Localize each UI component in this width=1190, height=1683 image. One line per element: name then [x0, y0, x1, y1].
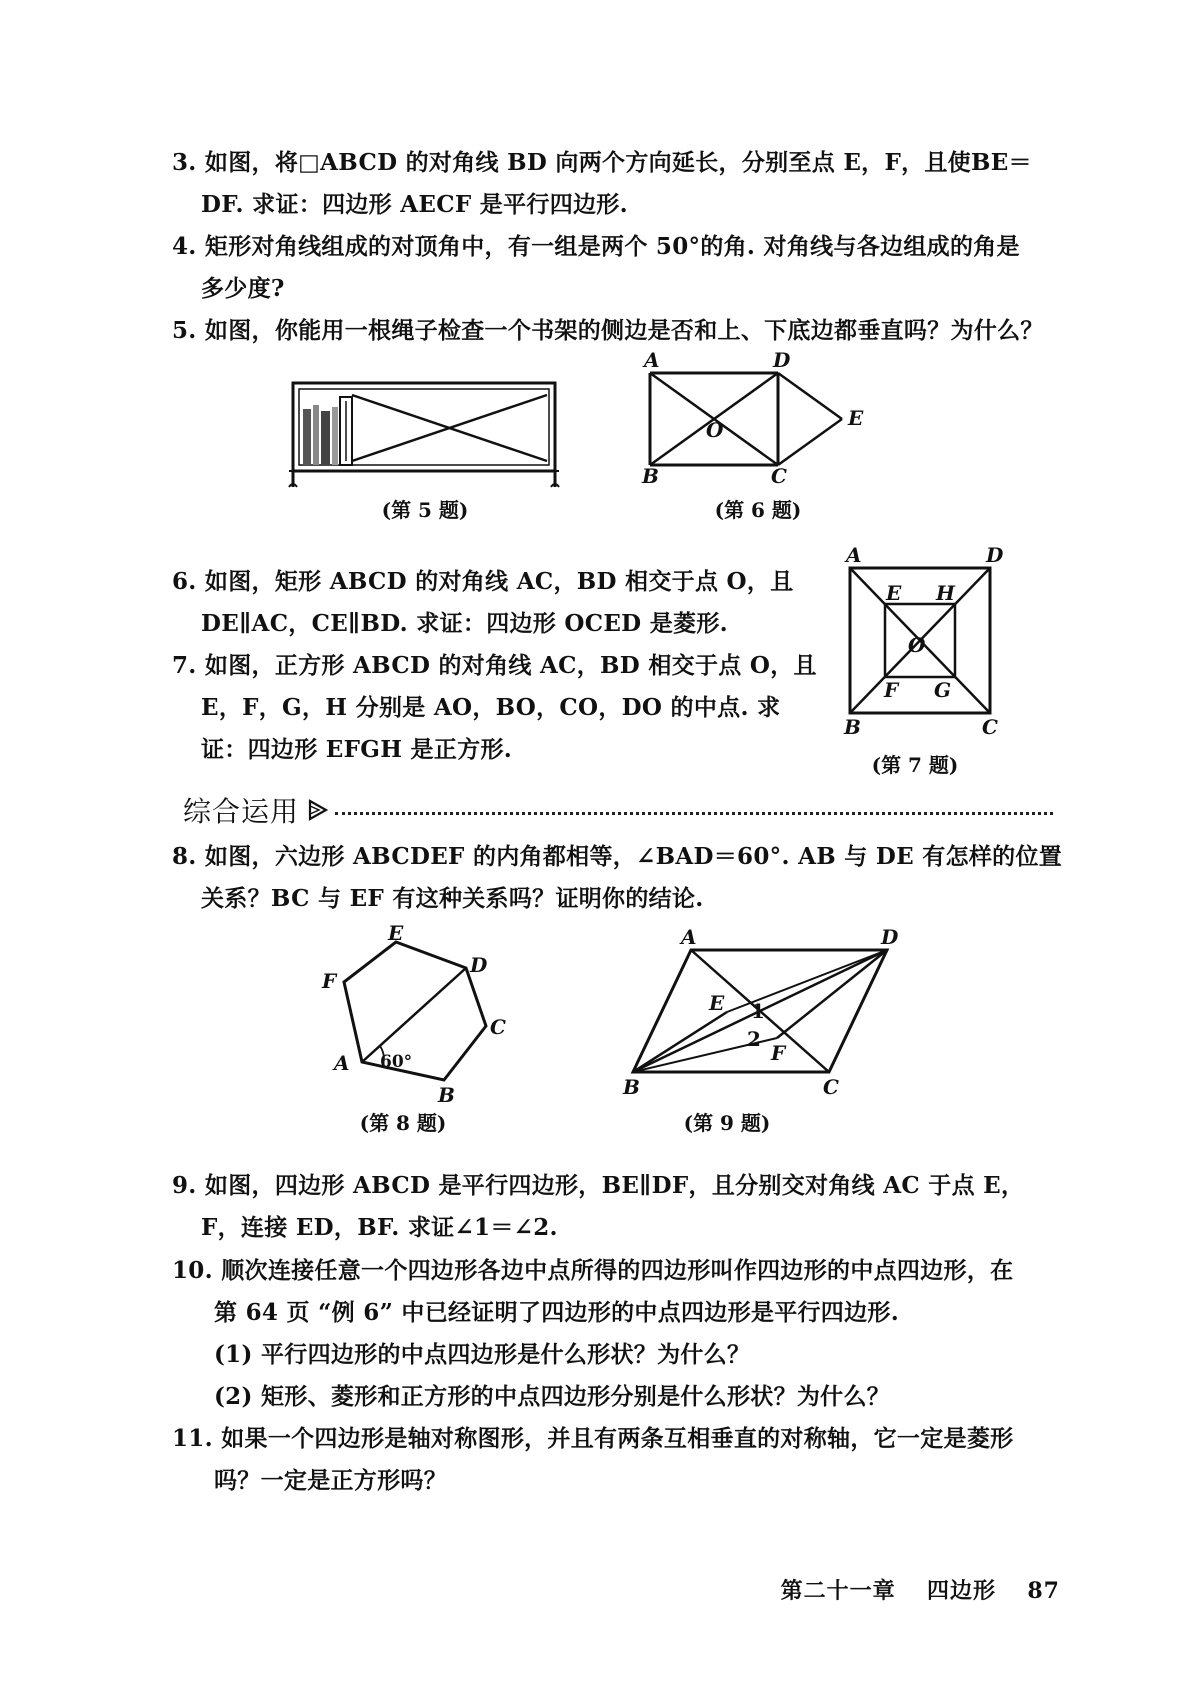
- page-number: 87: [1027, 1578, 1060, 1604]
- problem-6-line-1: 6. 如图，矩形 ABCD 的对角线 AC，BD 相交于点 O，且: [172, 568, 794, 595]
- problem-10-line-1: 10. 顺次连接任意一个四边形各边中点所得的四边形叫作四边形的中点四边形，在: [172, 1257, 1014, 1284]
- fig6-label-O: O: [706, 418, 724, 442]
- fig7-label-E: E: [886, 581, 902, 605]
- page-footer: [781, 1574, 1060, 1605]
- fig7-label-D: D: [986, 543, 1004, 567]
- problem-9-line-2: F，连接 ED，BF. 求证∠1＝∠2.: [201, 1214, 558, 1241]
- fig8-label-D: D: [470, 953, 488, 977]
- figure-9-parallelogram: [615, 925, 915, 1099]
- fig8-angle-label: 60°: [380, 1052, 413, 1072]
- figure-7-caption: (第 7 题): [871, 753, 959, 777]
- fig8-label-B: B: [438, 1083, 455, 1107]
- figure-7-square: [830, 540, 1010, 750]
- problem-7-line-3: 证：四边形 EFGH 是正方形.: [201, 736, 513, 763]
- fig8-label-A: A: [334, 1051, 350, 1075]
- section-arrow-icon: [307, 798, 329, 822]
- problem-3-line-2: DF. 求证：四边形 AECF 是平行四边形.: [201, 191, 628, 218]
- fig9-label-E: E: [709, 991, 725, 1015]
- problem-10-sub-1: (1) 平行四边形的中点四边形是什么形状？为什么？: [214, 1341, 751, 1368]
- problem-10-line-2: 第 64 页 “例 6” 中已经证明了四边形的中点四边形是平行四边形.: [214, 1299, 900, 1326]
- fig7-label-B: B: [844, 715, 861, 739]
- problem-7-line-2: E，F，G，H 分别是 AO，BO，CO，DO 的中点. 求: [201, 694, 781, 721]
- fig7-label-G: G: [934, 678, 952, 702]
- fig8-label-F: F: [322, 969, 337, 993]
- problem-6-line-2: DE∥AC，CE∥BD. 求证：四边形 OCED 是菱形.: [201, 610, 728, 637]
- figure-6-rectangle-rhombus: [640, 348, 880, 495]
- fig6-label-A: A: [644, 348, 660, 372]
- problem-9-line-1: 9. 如图，四边形 ABCD 是平行四边形，BE∥DF，且分别交对角线 AC 于点 E，: [172, 1172, 1025, 1199]
- fig8-label-E: E: [388, 921, 404, 945]
- section-title: 综合运用: [183, 795, 300, 828]
- fig6-label-D: D: [773, 348, 791, 372]
- problem-3-line-1: 3. 如图，将□ABCD 的对角线 BD 向两个方向延长，分别至点 E，F，且使BE＝: [172, 149, 1032, 176]
- fig6-label-E: E: [848, 406, 864, 430]
- fig9-label-C: C: [823, 1075, 839, 1099]
- fig9-label-1: 1: [751, 999, 765, 1023]
- fig7-label-A: A: [846, 543, 862, 567]
- problem-4-line-1: 4. 矩形对角线组成的对顶角中，有一组是两个 50°的角. 对角线与各边组成的角是: [172, 233, 1020, 260]
- problem-11-line-1: 11. 如果一个四边形是轴对称图形，并且有两条互相垂直的对称轴，它一定是菱形: [172, 1425, 1014, 1452]
- fig9-label-D: D: [881, 925, 899, 949]
- figure-5-bookshelf: [285, 375, 565, 495]
- figure-5-caption: (第 5 题): [381, 498, 469, 522]
- footer-chapter: 第二十一章: [780, 1578, 896, 1604]
- footer-topic: 四边形: [927, 1578, 997, 1604]
- figure-6-caption: (第 6 题): [714, 498, 802, 522]
- figure-9-caption: (第 9 题): [683, 1111, 771, 1135]
- fig7-label-O: O: [908, 633, 926, 657]
- section-divider: [335, 812, 1053, 815]
- fig7-label-F: F: [884, 678, 899, 702]
- fig6-label-B: B: [642, 464, 659, 488]
- problem-4-line-2: 多少度?: [201, 275, 285, 302]
- fig9-label-B: B: [623, 1075, 640, 1099]
- problem-11-line-2: 吗？一定是正方形吗？: [214, 1467, 447, 1494]
- fig8-label-C: C: [490, 1015, 506, 1039]
- fig9-label-F: F: [771, 1041, 786, 1065]
- fig9-label-A: A: [681, 925, 697, 949]
- problem-8-line-1: 8. 如图，六边形 ABCDEF 的内角都相等，∠BAD＝60°. AB 与 DE 有怎样的位置: [172, 843, 1063, 870]
- section-header: [183, 790, 1053, 830]
- problem-7-line-1: 7. 如图，正方形 ABCD 的对角线 AC，BD 相交于点 O，且: [172, 652, 817, 679]
- problem-5-line-1: 5. 如图，你能用一根绳子检查一个书架的侧边是否和上、下底边都垂直吗？为什么？: [172, 317, 1044, 344]
- problem-10-sub-2: (2) 矩形、菱形和正方形的中点四边形分别是什么形状？为什么？: [214, 1383, 891, 1410]
- figure-8-hexagon: [320, 920, 520, 1110]
- problem-8-line-2: 关系？BC 与 EF 有这种关系吗？证明你的结论.: [201, 885, 704, 912]
- figure-8-caption: (第 8 题): [359, 1111, 447, 1135]
- fig9-label-2: 2: [747, 1027, 761, 1051]
- fig7-label-C: C: [982, 715, 998, 739]
- fig6-label-C: C: [771, 464, 787, 488]
- fig7-label-H: H: [936, 581, 955, 605]
